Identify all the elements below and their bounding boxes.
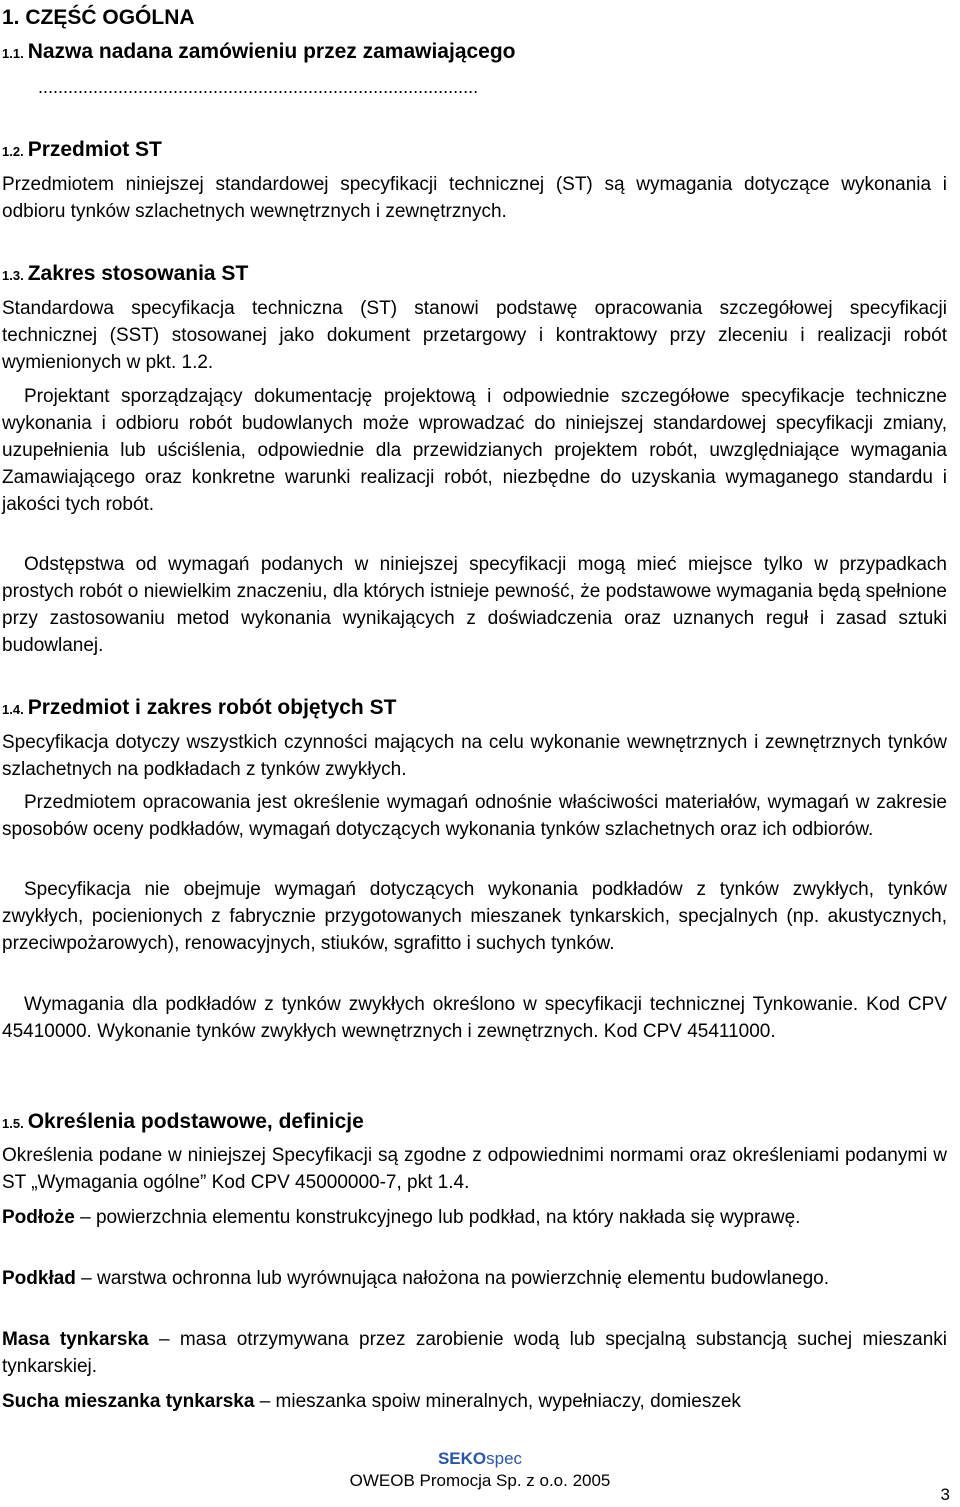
section-number: 1.2. xyxy=(2,144,24,159)
order-name-placeholder: ........................................................................................ xyxy=(38,77,479,97)
section-heading-1-1 xyxy=(2,38,516,68)
definition-text: – powierzchnia elementu konstrukcyjnego lub podkład, na który nakłada się wyprawę. xyxy=(74,1207,801,1228)
section-title: Przedmiot ST xyxy=(27,138,162,161)
section-number: 1.1. xyxy=(2,46,24,61)
section-title: Zakres stosowania ST xyxy=(27,262,249,285)
section-heading-1 xyxy=(2,4,195,32)
section-title: Przedmiot i zakres robót objętych ST xyxy=(27,696,397,719)
definition-text: – masa otrzymywana przez zarobienie wodą lub specjalną substancją suchej mieszanki tynkarskiej. xyxy=(2,1329,947,1377)
paragraph: Odstępstwa od wymagań podanych w niniejszej specyfikacji mogą mieć miejsce tylko w przypadkach prostych robót o niewielkim znaczeniu, dla których istnieje pewność, że podstawowe wymagania będą spełnione przy zastosowaniu metod wykonania wynikających z doświadczenia oraz uznanych reguł i zasad sztuki budowlanej. xyxy=(2,554,947,656)
paragraph: Projektant sporządzający dokumentację projektową i odpowiednie szczegółowe specyfikacje techniczne wykonania i odbioru robót budowlanych może wprowadzać do niniejszej standardowej specyfikacji zmiany, uzupełnienia lub uściślenia, odpowiednie dla przewidzianych projektem robót, uwzględniające wymagania Zamawiającego oraz konkretne warunki realizacji robót, niezbędne do uzyskania wymaganego standardu i jakości tych robót. xyxy=(2,386,947,515)
paragraph: Przedmiotem niniejszej standardowej specyfikacji technicznej (ST) są wymagania dotyczące wykonania i odbioru tynków szlachetnych wewnętrznych i zewnętrznych. xyxy=(2,174,947,222)
definition-term: Podłoże xyxy=(2,1207,75,1228)
footer-company: OWEOB Promocja Sp. z o.o. 2005 xyxy=(349,1471,611,1490)
definition-term: Masa tynkarska xyxy=(2,1329,149,1350)
definition-text: – mieszanka spoiw mineralnych, wypełniaczy, domieszek xyxy=(254,1391,741,1412)
definition-item xyxy=(2,1204,947,1231)
section-heading-1-3 xyxy=(2,260,248,290)
section-number: 1.4. xyxy=(2,702,24,717)
page-number: 3 xyxy=(940,1485,950,1504)
section-title: Określenia podstawowe, definicje xyxy=(27,1110,364,1133)
definition-item xyxy=(2,1388,947,1415)
definition-term: Sucha mieszanka tynkarska xyxy=(2,1391,255,1412)
definition-term: Podkład xyxy=(2,1268,76,1289)
section-title: CZĘŚĆ OGÓLNA xyxy=(25,6,195,29)
paragraph: Specyfikacja dotyczy wszystkich czynności mających na celu wykonanie wewnętrznych i zewnętrznych tynków szlachetnych na podkładach z tynków zwykłych. xyxy=(2,732,947,780)
definition-item xyxy=(2,1326,947,1380)
section-heading-1-4 xyxy=(2,694,396,724)
section-number: 1.3. xyxy=(2,268,24,283)
section-number: 1.5. xyxy=(2,1116,24,1131)
paragraph: Wymagania dla podkładów z tynków zwykłych określono w specyfikacji technicznej Tynkowanie. Kod CPV 45410000. Wykonanie tynków zwykłych wewnętrznych i zewnętrznych. Kod CPV 45411000. xyxy=(2,994,947,1042)
section-number: 1. xyxy=(2,6,20,29)
paragraph: Specyfikacja nie obejmuje wymagań dotyczących wykonania podkładów z tynków zwykłych, tynków zwykłych, pocienionych z fabrycznie przygotowanych mieszanek tynkarskich, specjalnych (np. akustycznych, przeciwpożarowych), renowacyjnych, stiuków, sgrafitto i suchych tynków. xyxy=(2,879,947,954)
paragraph: Przedmiotem opracowania jest określenie wymagań odnośnie właściwości materiałów, wymagań w zakresie sposobów oceny podkładów, wymagań dotyczących wykonania tynków szlachetnych oraz ich odbiorów. xyxy=(2,792,947,840)
paragraph: Standardowa specyfikacja techniczna (ST) stanowi podstawę opracowania szczegółowej specyfikacji technicznej (SST) stosowanej jako dokument przetargowy i kontraktowy przy zleceniu i realizacji robót wymienionych w pkt. 1.2. xyxy=(2,298,947,373)
section-title: Nazwa nadana zamówieniu przez zamawiającego xyxy=(27,40,516,63)
footer-brand-logo: SEKOspec xyxy=(437,1449,523,1468)
section-heading-1-2 xyxy=(2,136,162,166)
definition-item xyxy=(2,1265,947,1292)
paragraph: Określenia podane w niniejszej Specyfikacji są zgodne z odpowiednimi normami oraz określeniami podanymi w ST „Wymagania ogólne” Kod CPV 45000000-7, pkt 1.4. xyxy=(2,1145,947,1193)
definition-text: – warstwa ochronna lub wyrównująca nałożona na powierzchnię elementu budowlanego. xyxy=(75,1268,829,1289)
section-heading-1-5 xyxy=(2,1108,364,1138)
